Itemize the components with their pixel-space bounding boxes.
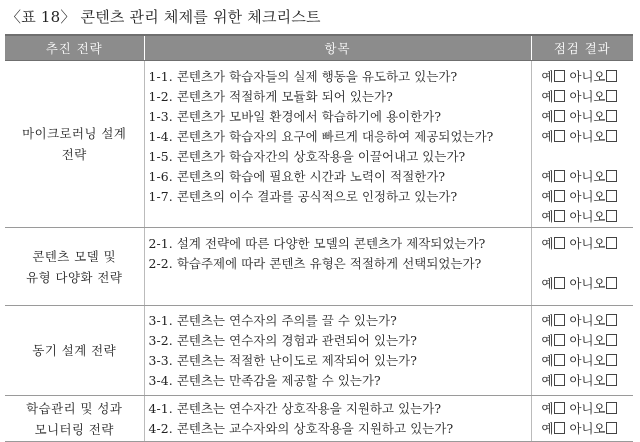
checklist-item: 2-2. 학습주제에 따라 콘텐츠 유형은 적절하게 선택되었는가? — [148, 256, 482, 271]
checks-cell — [531, 228, 633, 306]
check-option-row — [542, 419, 634, 439]
checks-cell — [531, 396, 633, 442]
yes-checkbox[interactable] — [554, 210, 565, 222]
checks-cell — [531, 306, 633, 396]
yes-label: 예 — [541, 109, 554, 124]
yes-label: 예 — [541, 421, 554, 436]
check-option-row — [542, 87, 634, 107]
no-label: 아니오 — [569, 69, 606, 84]
no-label: 아니오 — [569, 373, 606, 388]
no-label: 아니오 — [569, 109, 606, 124]
yes-checkbox[interactable] — [554, 130, 565, 142]
yes-checkbox[interactable] — [554, 237, 565, 249]
no-label: 아니오 — [569, 236, 606, 251]
yes-checkbox[interactable] — [554, 422, 565, 434]
checklist-item: 1-3. 콘텐츠가 모바일 환경에서 학습하기에 용이한가? — [148, 109, 442, 124]
strategy-line: 마이크로러닝 설계 — [22, 126, 127, 141]
yes-checkbox[interactable] — [554, 374, 565, 386]
checklist-item: 1-5. 콘텐츠가 학습자간의 상호작용을 이끌어내고 있는가? — [148, 149, 466, 164]
check-option-row — [542, 371, 634, 391]
strategy-cell — [5, 61, 144, 228]
checklist-item: 1-6. 콘텐츠의 학습에 필요한 시간과 노력이 적절한가? — [148, 169, 446, 184]
check-option-row — [542, 127, 634, 167]
header-row — [5, 35, 633, 61]
no-checkbox[interactable] — [606, 70, 617, 82]
no-checkbox[interactable] — [606, 90, 617, 102]
yes-checkbox[interactable] — [554, 110, 565, 122]
check-option-row — [542, 274, 634, 294]
strategy-line: 모니터링 전략 — [34, 421, 114, 437]
yes-label: 예 — [541, 129, 554, 144]
items-cell — [144, 306, 531, 396]
yes-checkbox[interactable] — [554, 70, 565, 82]
check-option-row — [542, 311, 634, 331]
yes-checkbox[interactable] — [554, 190, 565, 202]
no-label: 아니오 — [569, 89, 606, 104]
checklist-item: 3-4. 콘텐츠는 만족감을 제공할 수 있는가? — [148, 373, 381, 388]
check-option-row — [542, 331, 634, 351]
no-label: 아니오 — [569, 333, 606, 348]
yes-checkbox[interactable] — [554, 170, 565, 182]
header-strategy: 추진 전략 — [5, 35, 144, 61]
yes-label: 예 — [541, 236, 554, 251]
check-option-row — [542, 107, 634, 127]
yes-label: 예 — [541, 401, 554, 416]
check-option-row — [542, 207, 634, 227]
no-checkbox[interactable] — [606, 277, 617, 289]
no-checkbox[interactable] — [606, 110, 617, 122]
group-row-4 — [5, 396, 633, 442]
no-label: 아니오 — [569, 129, 606, 144]
checklist-item: 1-2. 콘텐츠가 적절하게 모듈화 되어 있는가? — [148, 89, 393, 104]
checklist-item: 1-7. 콘텐츠의 이수 결과를 공식적으로 인정하고 있는가? — [148, 189, 458, 204]
group-row-1 — [5, 61, 633, 228]
group-row-3 — [5, 306, 633, 396]
header-items: 항목 — [144, 35, 531, 61]
no-checkbox[interactable] — [606, 354, 617, 366]
yes-checkbox[interactable] — [554, 402, 565, 414]
yes-label: 예 — [541, 69, 554, 84]
check-option-row — [542, 399, 634, 419]
checklist-item: 2-1. 설계 전략에 따른 다양한 모델의 콘텐츠가 제작되었는가? — [148, 236, 486, 251]
yes-label: 예 — [541, 189, 554, 204]
no-checkbox[interactable] — [606, 237, 617, 249]
no-checkbox[interactable] — [606, 422, 617, 434]
check-option-row — [542, 187, 634, 207]
yes-checkbox[interactable] — [554, 334, 565, 346]
table-caption: 〈표 18〉 콘텐츠 관리 체제를 위한 체크리스트 — [6, 8, 321, 26]
checks-cell — [531, 61, 633, 228]
yes-checkbox[interactable] — [554, 90, 565, 102]
no-label: 아니오 — [569, 209, 606, 224]
no-checkbox[interactable] — [606, 374, 617, 386]
yes-checkbox[interactable] — [554, 354, 565, 366]
yes-checkbox[interactable] — [554, 277, 565, 289]
check-option-row — [542, 67, 634, 87]
strategy-cell — [5, 306, 144, 396]
strategy-line: 콘텐츠 모델 및 — [32, 248, 117, 264]
strategy-cell — [5, 228, 144, 306]
items-cell — [144, 396, 531, 442]
no-checkbox[interactable] — [606, 210, 617, 222]
yes-label: 예 — [541, 353, 554, 368]
yes-label: 예 — [541, 209, 554, 224]
check-option-row — [542, 351, 634, 371]
no-checkbox[interactable] — [606, 130, 617, 142]
checklist-item: 3-1. 콘텐츠는 연수자의 주의를 끌 수 있는가? — [148, 313, 397, 328]
yes-label: 예 — [541, 333, 554, 348]
strategy-line: 동기 설계 전략 — [32, 343, 117, 358]
no-checkbox[interactable] — [606, 402, 617, 414]
strategy-line: 유형 다양화 전략 — [26, 269, 123, 285]
yes-label: 예 — [541, 373, 554, 388]
check-option-row — [542, 167, 634, 187]
checklist-item: 3-2. 콘텐츠는 연수자의 경험과 관련되어 있는가? — [148, 333, 417, 348]
no-label: 아니오 — [569, 401, 606, 416]
check-option-row — [542, 234, 634, 274]
no-label: 아니오 — [569, 421, 606, 436]
no-label: 아니오 — [569, 169, 606, 184]
items-cell — [144, 228, 531, 306]
strategy-cell — [5, 396, 144, 442]
no-label: 아니오 — [569, 276, 606, 291]
strategy-line: 전략 — [61, 147, 87, 162]
yes-label: 예 — [541, 89, 554, 104]
strategy-line: 학습관리 및 성과 — [26, 400, 123, 416]
no-checkbox[interactable] — [606, 170, 617, 182]
no-checkbox[interactable] — [606, 334, 617, 346]
checklist-item: 3-3. 콘텐츠는 적절한 난이도로 제작되어 있는가? — [148, 353, 417, 368]
yes-label: 예 — [541, 169, 554, 184]
group-row-2 — [5, 228, 633, 306]
items-cell — [144, 61, 531, 228]
no-label: 아니오 — [569, 313, 606, 328]
checklist-table — [5, 34, 633, 442]
yes-label: 예 — [541, 313, 554, 328]
header-result: 점검 결과 — [531, 35, 633, 61]
no-label: 아니오 — [569, 353, 606, 368]
no-checkbox[interactable] — [606, 314, 617, 326]
yes-label: 예 — [541, 276, 554, 291]
checklist-item: 1-1. 콘텐츠가 학습자들의 실제 행동을 유도하고 있는가? — [148, 69, 458, 84]
no-checkbox[interactable] — [606, 190, 617, 202]
no-label: 아니오 — [569, 189, 606, 204]
checklist-item: 4-1. 콘텐츠는 연수자간 상호작용을 지원하고 있는가? — [148, 401, 442, 416]
checklist-item: 4-2. 콘텐츠는 교수자와의 상호작용을 지원하고 있는가? — [148, 421, 454, 436]
checklist-item: 1-4. 콘텐츠가 학습자의 요구에 빠르게 대응하여 제공되었는가? — [148, 129, 494, 144]
yes-checkbox[interactable] — [554, 314, 565, 326]
